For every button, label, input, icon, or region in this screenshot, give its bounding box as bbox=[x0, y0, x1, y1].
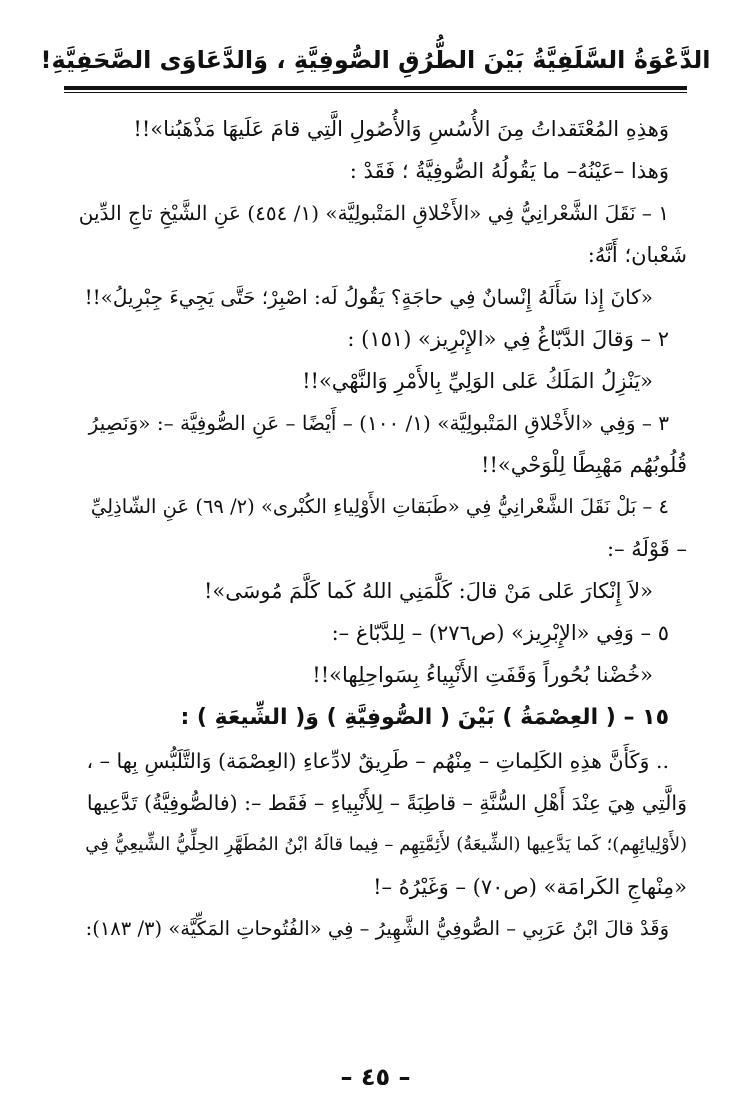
body-line-3: ١ – نَقَلَ الشَّعْرانِيُّ فِي «الأَخْلاقِ المَتْبولِيَّة» (١/ ٤٥٤) عَنِ الشَّيْخِ تاجِ الدِّين bbox=[78, 201, 669, 225]
body-line-19: وَقَدْ قالَ ابْنُ عَرَبِي – الصُّوفِيُّ الشَّهِيرُ – فِي «الفُتُوحاتِ المَكِّيَّة» (٣/ ١٨٣): bbox=[85, 917, 669, 940]
body-line-11: – قَوْلَهُ –: bbox=[607, 537, 687, 561]
page-number: – ٤٥ – bbox=[340, 1063, 411, 1091]
body-line-16: وَالَّتِي هِيَ عِنْدَ أَهْلِ السُّنَّةِ – قاطِبَةً – لِلأَنْبِياءِ – فَقَط –: (فالصُّوفِيَّةُ) تَدَّعِيها bbox=[86, 791, 687, 815]
running-header-title: الدَّعْوَةُ السَّلَفِيَّةُ بَيْنَ الطُّرُقِ الصُّوفِيَّةِ ، وَالدَّعَاوَى الصَّحَفِيَّةِ! bbox=[40, 46, 711, 74]
section-heading: ١٥ – ( العِصْمَةُ ) بَيْنَ ( الصُّوفِيَّةِ ) وَ( الشِّيعَةِ ) : bbox=[180, 705, 669, 730]
body-line-17: (لأَوْلِيائِهِم)؛ كَما يَدَّعِيها (الشِّيعَةُ) لأَئِمَّتِهِم – فِيما قالَهُ ابْنُ المُطَهَّرِ الحِلِّيُّ الشِّيعِيُّ فِي bbox=[85, 834, 687, 855]
body-line-15: .. وَكَأَنَّ هذِهِ الكَلِماتِ – مِنْهُم – طَرِيقٌ لادِّعاءِ (العِصْمَة) وَالتَّلَبُّسِ بِها – ، bbox=[86, 749, 669, 773]
body-line-13: ٥ – وَفِي «الإِبْرِيز» (ص٢٧٦) – لِلدَّبّاغ –: bbox=[331, 621, 669, 645]
body-quote-1: «كانَ إِذا سَأَلَهُ إِنْسانٌ فِي حاجَةٍ؟ يَقُولُ لَه: اصْبِرْ؛ حَتَّى يَجِيءَ جِبْرِيلُ»!! bbox=[84, 285, 653, 309]
header-rule-thick bbox=[64, 86, 687, 90]
body-line-2: وَهذا –عَيْنُهُ– ما يَقُولُهُ الصُّوفِيَّةُ ؛ فَقَدْ : bbox=[349, 159, 669, 183]
body-line-10: ٤ – بَلْ نَقَلَ الشَّعْرانِيُّ فِي «طَبَقاتِ الأَوْلِياءِ الكُبْرى» (٢/ ٦٩) عَنِ الشّاذِلِيِّ bbox=[90, 495, 669, 518]
body-quote-2: «يَنْزِلُ المَلَكُ عَلى الوَلِيِّ بِالأَمْرِ وَالنَّهْي»!! bbox=[302, 369, 653, 393]
body-line-18: «مِنْهاجِ الكَرامَة» (ص٧٠) – وَغَيْرُهُ –! bbox=[373, 875, 687, 899]
header-rule-thin bbox=[64, 92, 687, 93]
body-line-1: وَهذِهِ المُعْتَقداتُ مِنَ الأُسُسِ وَالأُصُولِ الَّتِي قامَ عَلَيهَا مَذْهَبُنا»!! bbox=[133, 117, 669, 141]
body-line-8: ٣ – وَفِي «الأَخْلاقِ المَتْبولِيَّة» (١/ ١٠٠) – أَيْضًا – عَنِ الصُّوفِيَّة –: «وَنَصِيرُ bbox=[88, 411, 669, 435]
page-body bbox=[80, 108, 687, 950]
body-line-9: قُلُوبُهُم مَهْبِطًا لِلْوَحْي»!! bbox=[481, 453, 687, 477]
body-quote-4: «خُضْنا بُحُوراً وَقَفَتِ الأَنْبِياءُ بِسَواحِلِها»!! bbox=[312, 663, 653, 687]
body-quote-3: «لاَ إِنْكارَ عَلى مَنْ قالَ: كَلَّمَنِي اللهُ كَما كَلَّمَ مُوسَى»! bbox=[203, 579, 653, 603]
body-line-6: ٢ – وَقالَ الدَّبّاغُ فِي «الإِبْرِيز» (١٥١) : bbox=[347, 327, 669, 351]
body-line-4: شَعْبان؛ أَنَّهُ: bbox=[587, 243, 687, 267]
